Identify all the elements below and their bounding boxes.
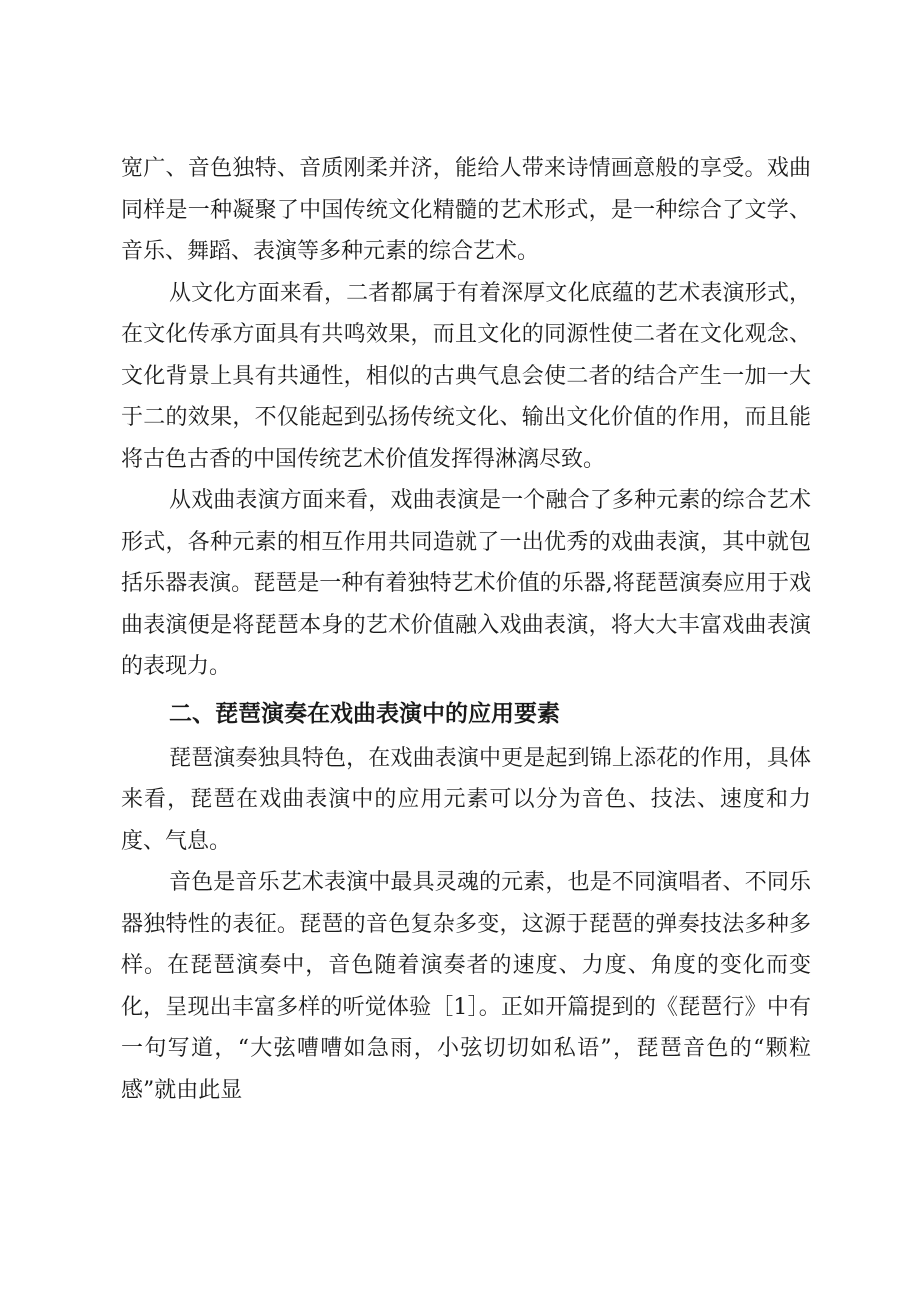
document-body — [121, 148, 811, 1111]
paragraph-elements-intro: 琵琶演奏独具特色，在戏曲表演中更是起到锦上添花的作用，具体来看，琵琶在戏曲表演中的应用元素可以分为音色、技法、速度和力度、气息。 — [121, 745, 811, 854]
section-heading: 二、琵琶演奏在戏曲表演中的应用要素 — [169, 700, 560, 727]
paragraph-culture: 从文化方面来看，二者都属于有着深厚文化底蕴的艺术表演形式，在文化传承方面具有共鸣效果，而且文化的同源性使二者在文化观念、文化背景上具有共通性，相似的古典气息会使二者的结合产生一加一大于二的效果，不仅能起到弘扬传统文化、输出文化价值的作用，而且能将古色古香的中国传统艺术价值发挥得淋漓尽致。 — [121, 280, 811, 472]
paragraph-opera-performance: 从戏曲表演方面来看，戏曲表演是一个融合了多种元素的综合艺术形式，各种元素的相互作用共同造就了一出优秀的戏曲表演，其中就包括乐器表演。琵琶是一种有着独特艺术价值的乐器,将琵琶演奏应用于戏曲表演便是将琵琶本身的艺术价值融入戏曲表演，将大大丰富戏曲表演的表现力。 — [121, 488, 811, 679]
paragraph-continued: 宽广、音色独特、音质刚柔并济，能给人带来诗情画意般的享受。戏曲同样是一种凝聚了中国传统文化精髓的艺术形式，是一种综合了文学、音乐、舞蹈、表演等多种元素的综合艺术。 — [121, 156, 811, 264]
paragraph-timbre: 音色是音乐艺术表演中最具灵魂的元素，也是不同演唱者、不同乐器独特性的表征。琵琶的音色复杂多变，这源于琵琶的弹奏技法多种多样。在琵琶演奏中，音色随着演奏者的速度、力度、角度的变化而变化，呈现出丰富多样的听觉体验［1］。正如开篇提到的《琵琶行》中有一句写道，“大弦嘈嘈如急雨，小弦切切如私语”，琵琶音色的“颗粒感”就由此显 — [121, 870, 811, 1103]
